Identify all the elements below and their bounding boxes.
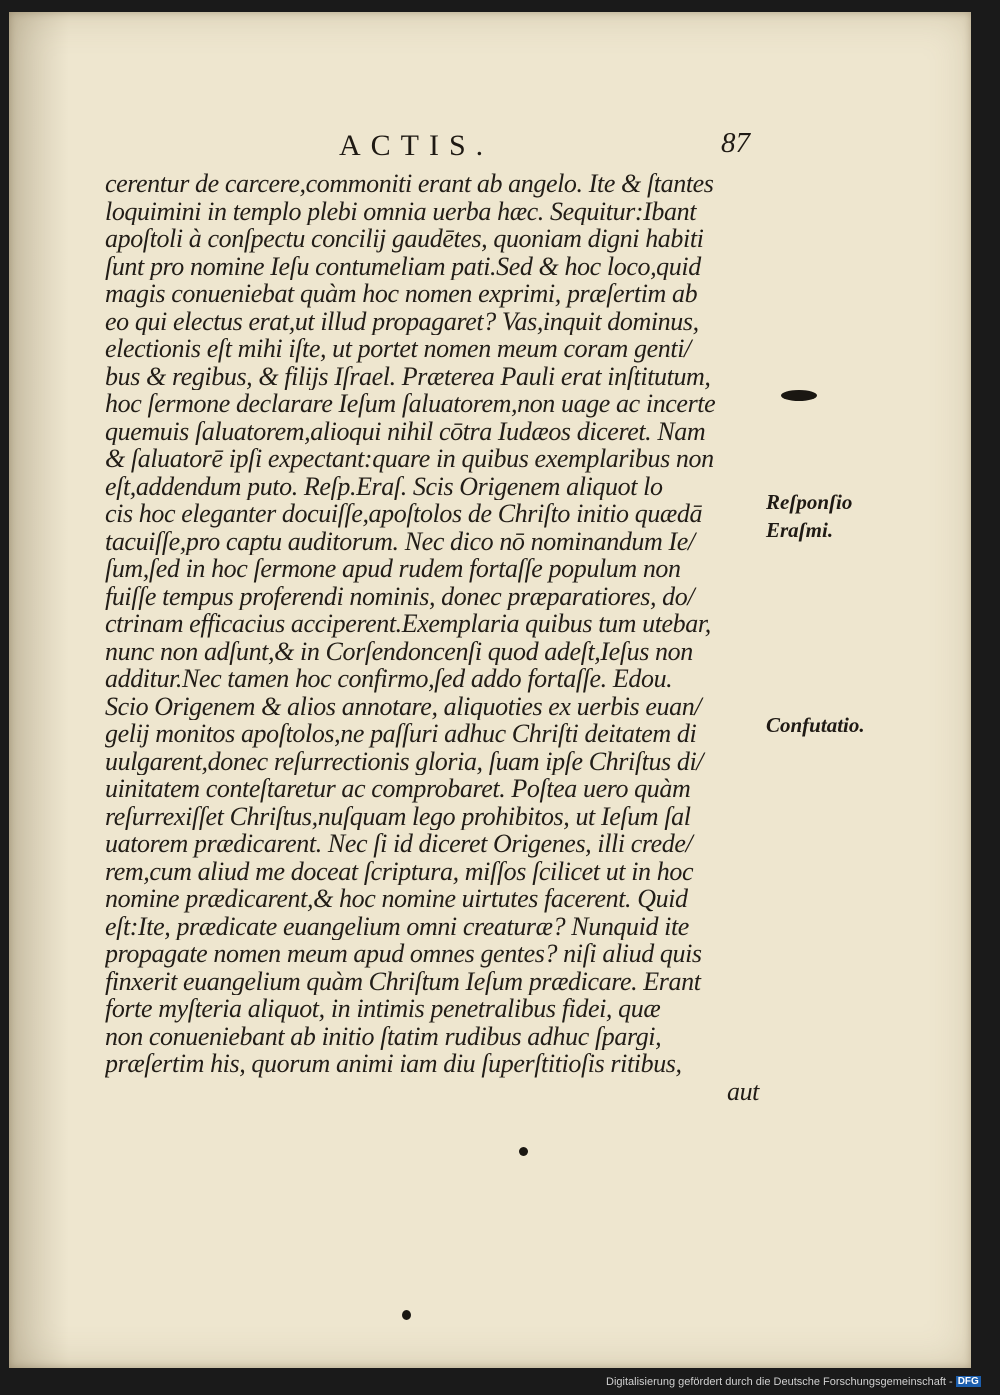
text-line: uulgarent,donec reſurrectionis gloria, ſuam ipſe Chriſtus di/ [105,747,704,775]
text-line: eo qui electus erat,ut illud propagaret? Vas,inquit dominus, [105,307,699,335]
ink-dot [402,1310,411,1320]
ink-dot [519,1147,528,1156]
text-line: additur.Nec tamen hoc confirmo,ſed addo fortaſſe. Edou. [105,665,673,693]
text-line: & ſaluatorē ipſi expectant:quare in quibus exemplaribus non [105,445,714,473]
text-line: Scio Origenem & alios annotare, aliquoties ex uerbis euan/ [105,692,702,720]
text-line: nomine prædicarent,& hoc nomine uirtutes facerent. Quid [105,885,688,913]
text-line: cis hoc eleganter docuiſſe,apoſtolos de Chriſto initio quædā [105,500,703,528]
text-line: non conueniebant ab initio ſtatim rudibus adhuc ſpargi, [105,1022,662,1050]
text-line: bus & regibus, & filijs Iſrael. Præterea Pauli erat inſtitutum, [105,362,711,390]
text-line: gelij monitos apoſtolos,ne paſſuri adhuc Chriſti deitatem di [105,720,697,748]
text-line: fuiſſe tempus proferendi nominis, donec præparatiores, do/ [105,582,695,610]
text-line: ſum,ſed in hoc ſermone apud rudem fortaſſe populum non [105,555,681,583]
margin-note-confutatio: Confutatio. [766,713,865,737]
text-line: quemuis ſaluatorem,alioqui nihil cōtra Iudæos diceret. Nam [105,417,706,445]
text-line: nunc non adſunt,& in Corſendoncenſi quod adeſt,Ieſus non [105,637,693,665]
running-title: ACTIS. [339,129,494,162]
text-line: propagate nomen meum apud omnes gentes? niſi aliud quis [105,940,702,968]
text-line: loquimini in templo plebi omnia uerba hæc. Sequitur:Ibant [105,197,697,225]
folio-number: 87 [721,127,750,159]
text-line: forte myſteria aliquot, in intimis penetralibus fidei, quæ [105,995,661,1023]
text-line: apoſtoli à conſpectu concilij gaudētes, quoniam digni habiti [105,225,704,253]
body-text [105,170,773,1105]
text-line: eſt,addendum puto. Reſp.Eraſ. Scis Origenem aliquot lo [105,472,663,500]
text-line: ſunt pro nomine Ieſu contumeliam pati.Sed & hoc loco,quid [105,252,701,280]
margin-note-responsio: Reſponſio [766,490,853,514]
digitization-footer [606,1376,981,1388]
text-line: uatorem prædicarent. Nec ſi id diceret Origenes, illi crede/ [105,830,693,858]
text-line: rem,cum aliud me doceat ſcriptura, miſſos ſcilicet ut in hoc [105,857,694,885]
text-line: uinitatem conteſtaretur ac comprobaret. Poſtea uero quàm [105,775,691,803]
dfg-logo: DFG [957,1376,979,1387]
text-line: tacuiſſe,pro captu auditorum. Nec dico nō nominandum Ie/ [105,527,695,555]
text-line: electionis eſt mihi iſte, ut portet nomen meum coram genti/ [105,335,691,363]
text-line: ctrinam efficacius acciperent.Exemplaria quibus tum utebar, [105,610,711,638]
book-page [9,12,971,1368]
text-line: magis conueniebat quàm hoc nomen exprimi, præſertim ab [105,280,698,308]
digitization-credit: Digitalisierung gefördert durch die Deutsche Forschungsgemeinschaft - [606,1376,953,1388]
text-line: hoc ſermone declarare Ieſum ſaluatorem,non uage ac incerte [105,390,716,418]
catchword: aut [726,1077,759,1105]
text-line: eſt:Ite, prædicate euangelium omni creaturæ? Nunquid ite [105,912,689,940]
text-line: reſurrexiſſet Chriſtus,nuſquam lego prohibitos, ut Ieſum ſal [105,802,691,830]
text-line: cerentur de carcere,commoniti erant ab angelo. Ite & ſtantes [105,170,714,198]
ink-blot [781,390,817,401]
text-line: finxerit euangelium quàm Chriſtum Ieſum prædicare. Erant [105,967,701,995]
margin-note-erasmi: Eraſmi. [766,518,834,542]
text-line: præſertim his, quorum animi iam diu ſuperſtitioſis ritibus, [105,1050,682,1078]
